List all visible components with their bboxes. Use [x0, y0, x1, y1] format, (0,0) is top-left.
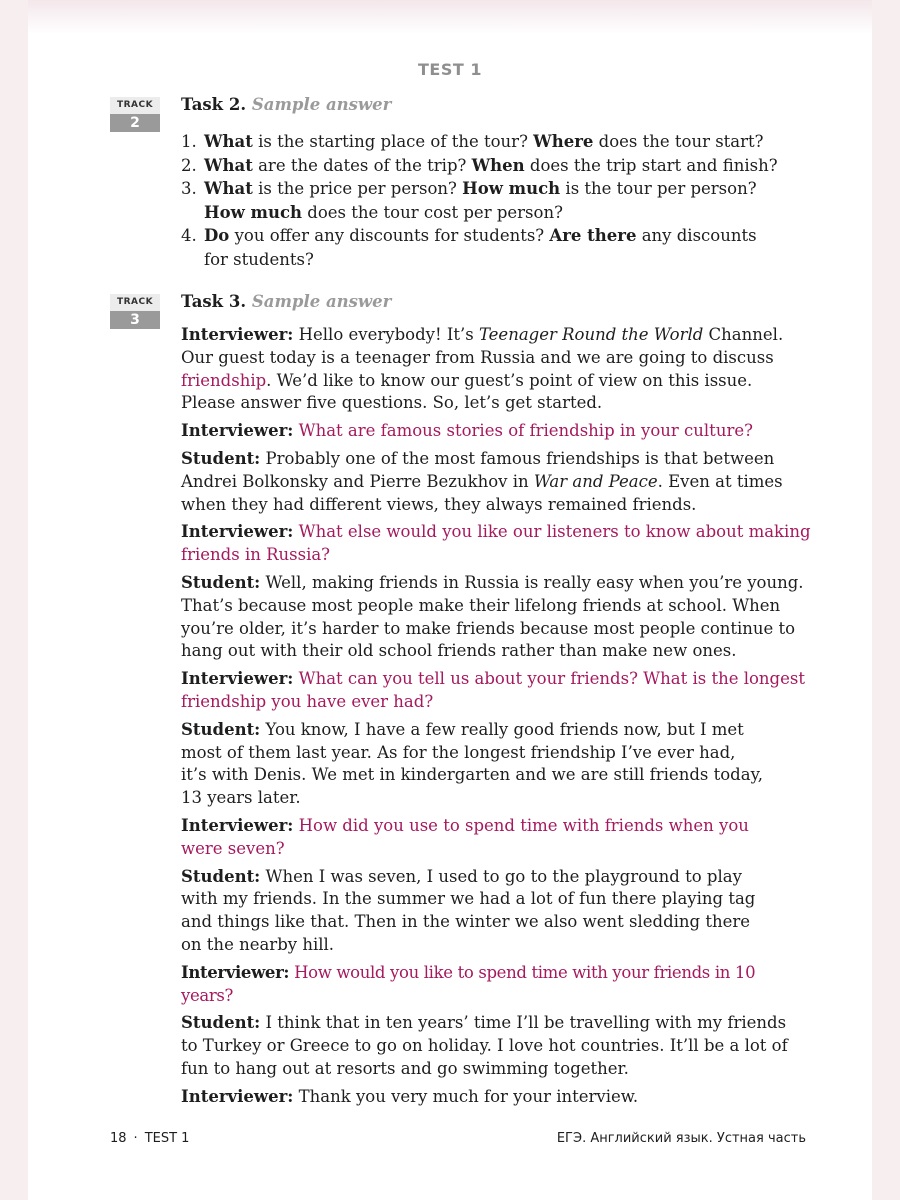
answer-paragraph	[181, 448, 811, 516]
task2-subtitle: Sample answer	[251, 95, 392, 114]
bold-word: What	[204, 179, 253, 198]
answer-paragraph	[181, 572, 811, 663]
footer-book-title: ЕГЭ. Английский язык. Устная часть	[556, 1131, 806, 1146]
list-item-number: 4.	[181, 226, 197, 245]
task3-heading	[181, 292, 391, 311]
track-label: TRACK	[110, 97, 160, 114]
bold-word: Do	[204, 226, 230, 245]
task2-heading	[181, 95, 391, 114]
closing-text: Thank you very much for your interview.	[293, 1086, 639, 1106]
text-run: is the price per person?	[252, 179, 463, 198]
italic-title: War and Peace	[533, 471, 658, 491]
answer-paragraph	[181, 866, 811, 957]
question-paragraph	[181, 668, 811, 714]
question-text: How would you like to spend time with your friends in 10 years?	[181, 962, 756, 1005]
page-number: 18	[110, 1131, 127, 1146]
text-run: . Even at times when they had different views, they always remained friends.	[181, 471, 783, 514]
track-number: 2	[110, 114, 160, 132]
track-label: TRACK	[110, 294, 160, 311]
question-text: What can you tell us about your friends? What is the longest friendship you have ever had?	[181, 669, 805, 711]
track-badge-3	[110, 294, 160, 329]
question-paragraph	[181, 420, 811, 443]
list-item	[181, 224, 801, 271]
footer-section: TEST 1	[144, 1131, 190, 1146]
task2-title: Task 2.	[181, 95, 247, 114]
intro-paragraph	[181, 324, 811, 415]
text-run: does the trip start and finish?	[524, 155, 778, 175]
text-run: you offer any discounts for students?	[229, 226, 550, 245]
list-item	[181, 154, 801, 178]
text-run: any discounts	[636, 226, 757, 245]
list-item-number: 3.	[181, 179, 197, 198]
speaker-label: Student:	[181, 572, 261, 592]
text-run: . We’d like to know our guest’s point of view on this issue. Please answer five questions. So, let’s get started.	[181, 370, 753, 413]
text-run: is the starting place of the tour?	[252, 132, 534, 151]
speaker-label: Student:	[181, 448, 261, 468]
list-item-number: 2.	[181, 155, 197, 175]
list-item	[181, 130, 801, 154]
page-footer-left	[110, 1131, 189, 1146]
question-paragraph	[181, 962, 811, 1008]
speaker-label: Student:	[181, 866, 261, 886]
question-text: How did you use to spend time with friends when you were seven?	[181, 815, 749, 858]
question-paragraph	[181, 815, 811, 861]
text-run: Probably one of the most famous friendships is that between Andrei Bolkonsky and Pierre Bezukhov in	[181, 448, 775, 491]
task2-question-list	[181, 130, 801, 271]
question-text: What are famous stories of friendship in your culture?	[293, 421, 753, 441]
bold-word: When	[471, 155, 525, 175]
list-item-number: 1.	[181, 132, 197, 151]
answer-paragraph	[181, 1012, 811, 1080]
question-paragraph	[181, 521, 811, 567]
text-run: Hello everybody! It’s	[293, 325, 479, 344]
text-run: are the dates of the trip?	[252, 155, 472, 175]
answer-text: I think that in ten years’ time I’ll be travelling with my friends to Turkey or Greece to go on holiday. I love hot countries. It’ll be a lot of fun to hang out at resorts and go swimming together.	[181, 1013, 788, 1078]
list-item	[181, 177, 801, 224]
text-run: does the tour cost per person?	[302, 202, 563, 222]
bold-word: Where	[533, 132, 594, 151]
text-run: Channel. Our guest today is a teenager from Russia and we are going to discuss	[181, 325, 784, 367]
list-item-text	[204, 224, 801, 271]
question-text: What else would you like our listeners to know about making friends in Russia?	[181, 522, 811, 565]
text-run: for students?	[204, 249, 314, 269]
speaker-label: Interviewer:	[181, 522, 294, 542]
list-item-text	[204, 177, 801, 224]
speaker-label: Interviewer:	[181, 421, 294, 441]
bold-word: What	[204, 155, 253, 175]
closing-paragraph	[181, 1086, 811, 1109]
bold-word: How much	[204, 202, 303, 222]
answer-text: When I was seven, I used to go to the playground to play with my friends. In the summer we had a lot of fun there playing tag and things like that. Then in the winter we also went sledding there on the nearby hill.	[181, 866, 756, 954]
bold-word: Are there	[549, 226, 637, 245]
track-badge-2	[110, 97, 160, 132]
italic-title: Teenager Round the World	[478, 325, 704, 344]
speaker-label: Interviewer:	[181, 669, 294, 689]
highlight-word: friendship	[181, 370, 267, 390]
track-number: 3	[110, 311, 160, 329]
page-header-title: TEST 1	[418, 60, 482, 79]
speaker-label: Interviewer:	[181, 325, 294, 344]
bold-word: What	[204, 132, 253, 151]
bold-word: How much	[462, 179, 561, 198]
list-item-text	[204, 130, 801, 154]
speaker-label: Student:	[181, 1013, 261, 1033]
speaker-label: Interviewer:	[181, 962, 290, 982]
list-item-text	[204, 154, 801, 178]
interview-transcript	[181, 324, 811, 1114]
answer-paragraph	[181, 719, 811, 810]
answer-text: You know, I have a few really good friends now, but I met most of them last year. As for the longest friendship I’ve ever had, it’s with Denis. We met in kindergarten and we are still friends today, 13 years later.	[181, 719, 763, 808]
speaker-label: Interviewer:	[181, 815, 294, 835]
speaker-label: Student:	[181, 719, 261, 739]
text-run: does the tour start?	[593, 132, 764, 151]
text-run: is the tour per person?	[560, 179, 757, 198]
task3-subtitle: Sample answer	[251, 292, 392, 311]
speaker-label: Interviewer:	[181, 1086, 294, 1106]
answer-text: Well, making friends in Russia is really easy when you’re young. That’s because most people make their lifelong friends at school. When you’re older, it’s harder to make friends because most people continue to hang out with their old school friends rather than make new ones.	[181, 572, 804, 661]
footer-separator: ·	[133, 1131, 138, 1146]
task3-title: Task 3.	[181, 292, 247, 311]
